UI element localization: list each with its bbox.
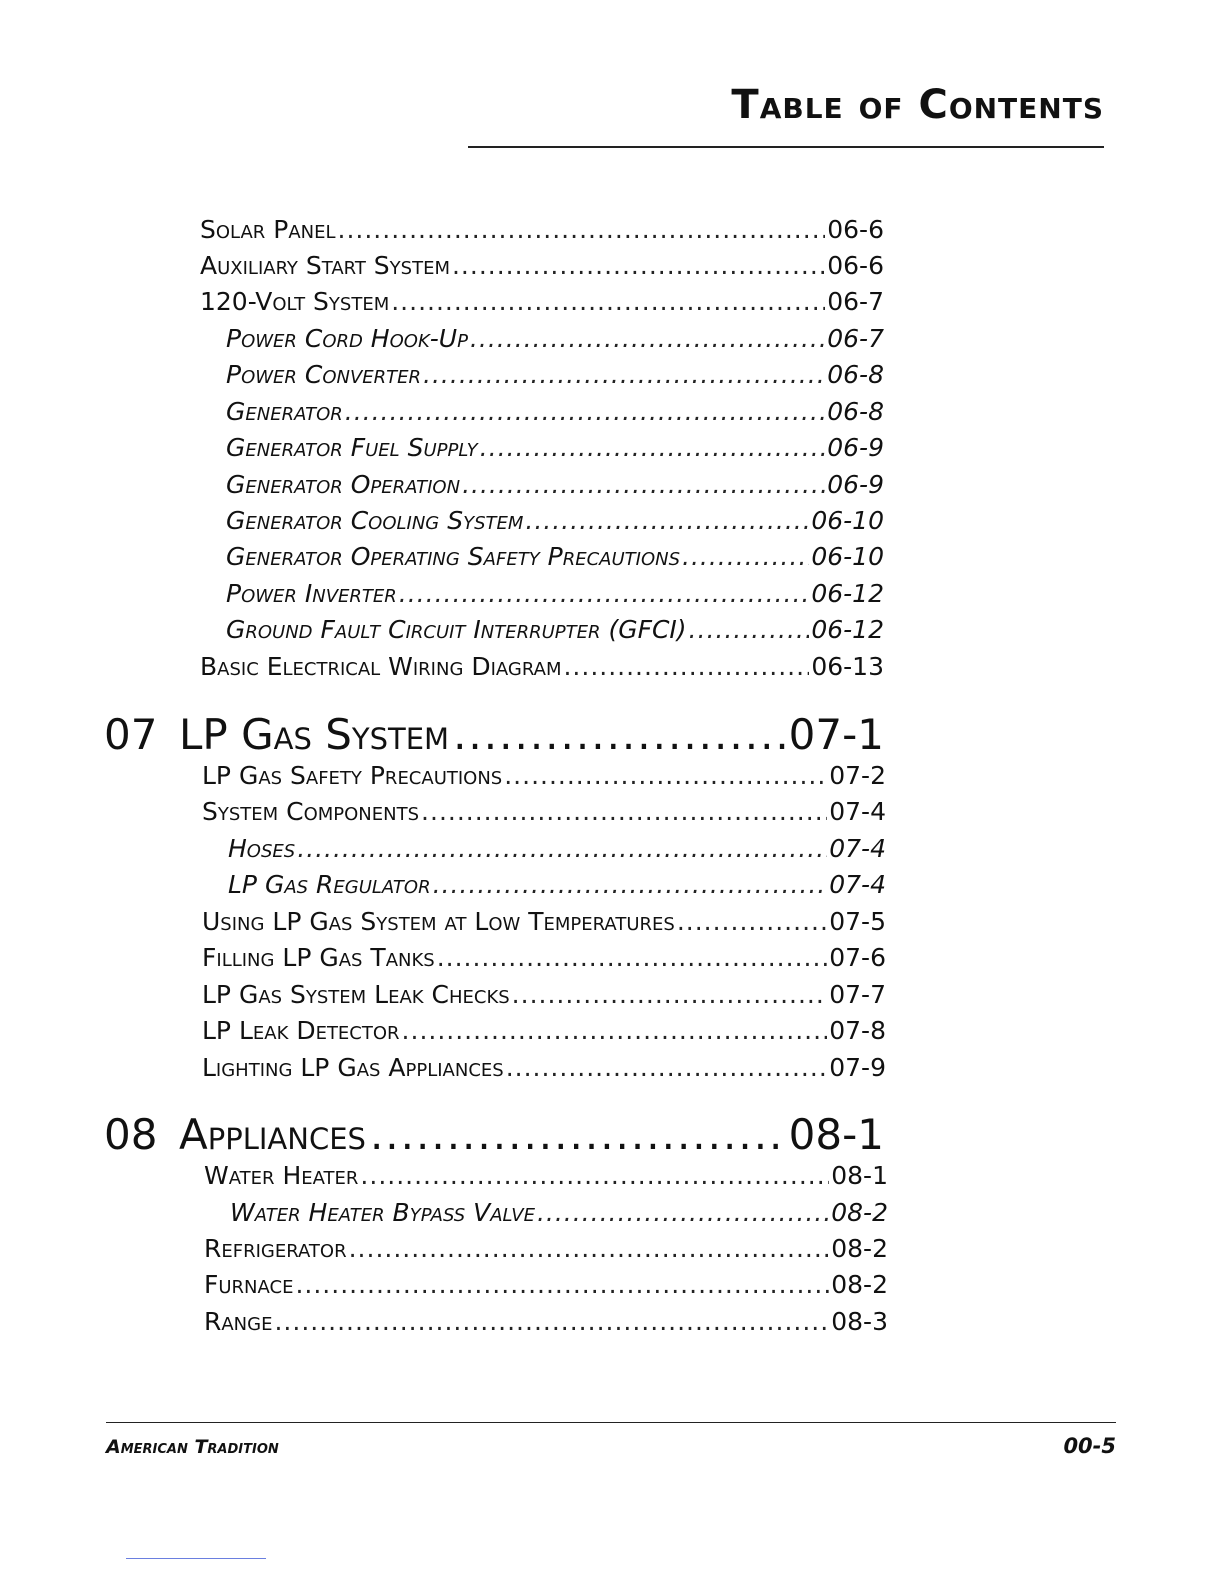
toc-entry-generator-operation[interactable]	[226, 469, 884, 501]
toc-entry-page: 07-7	[829, 980, 886, 1009]
toc-entry-page: 08-3	[831, 1307, 888, 1336]
toc-entry-label: Using LP Gas System at Low Temperatures	[202, 907, 675, 936]
toc-entry-label: Range	[204, 1307, 273, 1336]
toc-entry-solar-panel[interactable]	[200, 214, 884, 246]
toc-entry-label: LP Gas Regulator	[228, 870, 431, 899]
toc-entry-label: Auxiliary Start System	[200, 251, 450, 280]
toc-entry-label: LP Gas System Leak Checks	[202, 980, 510, 1009]
toc-entry-low-temperatures[interactable]	[202, 906, 886, 938]
toc-entry-power-converter[interactable]	[226, 359, 884, 391]
toc-entry-page: 06-8	[827, 360, 884, 389]
toc-entry-120-volt-system[interactable]	[200, 286, 884, 318]
chapter-page: 08-1	[788, 1110, 884, 1159]
toc-entry-label: LP Gas Safety Precautions	[202, 761, 503, 790]
toc-entry-lp-leak-detector[interactable]	[202, 1015, 886, 1047]
dot-leader	[391, 286, 825, 318]
toc-entry-label: Generator Operation	[226, 470, 461, 499]
toc-entry-page: 08-2	[831, 1234, 888, 1263]
dot-leader	[453, 708, 785, 762]
chapter-08-heading[interactable]	[104, 1108, 884, 1162]
toc-entry-power-cord-hook-up[interactable]	[226, 323, 884, 355]
dot-leader	[402, 1015, 828, 1047]
toc-entry-page: 08-1	[831, 1161, 888, 1190]
toc-entry-label: Basic Electrical Wiring Diagram	[200, 652, 562, 681]
toc-entry-page: 06-6	[827, 251, 884, 280]
dot-leader	[433, 869, 828, 901]
dot-leader	[512, 979, 828, 1011]
dot-leader	[525, 505, 809, 537]
dot-leader	[677, 906, 827, 938]
dot-leader	[338, 214, 826, 246]
dot-leader	[504, 760, 827, 792]
toc-entry-page: 06-10	[811, 542, 884, 571]
footer-divider	[106, 1422, 1116, 1423]
toc-entry-label: 120-Volt System	[200, 287, 390, 316]
toc-entry-page: 06-9	[827, 470, 884, 499]
toc-entry-page: 07-9	[829, 1053, 886, 1082]
dot-leader	[470, 323, 825, 355]
toc-entry-page: 06-6	[827, 215, 884, 244]
toc-entry-page: 06-12	[811, 579, 884, 608]
toc-entry-label: Generator Cooling System	[226, 506, 524, 535]
toc-entry-filling-lp-gas-tanks[interactable]	[202, 942, 886, 974]
toc-entry-generator[interactable]	[226, 396, 884, 428]
toc-entry-lp-gas-safety-precautions[interactable]	[202, 760, 886, 792]
toc-entry-page: 08-2	[831, 1198, 888, 1227]
toc-entry-label: Lighting LP Gas Appliances	[202, 1053, 504, 1082]
dot-leader	[295, 1269, 829, 1301]
toc-entry-page: 06-7	[827, 287, 884, 316]
toc-entry-basic-electrical-wiring-diagram[interactable]	[200, 651, 884, 683]
toc-entry-label: Refrigerator	[204, 1234, 347, 1263]
toc-entry-page: 07-5	[829, 907, 886, 936]
toc-entry-power-inverter[interactable]	[226, 578, 884, 610]
toc-entry-page: 07-4	[829, 870, 886, 899]
toc-entry-refrigerator[interactable]	[204, 1233, 888, 1265]
dot-leader	[421, 796, 827, 828]
toc-entry-label: Furnace	[204, 1270, 294, 1299]
toc-entry-generator-operating-safety-precautions[interactable]	[226, 541, 884, 573]
toc-entry-gfci[interactable]	[226, 614, 884, 646]
toc-entry-label: Generator Fuel Supply	[226, 433, 478, 462]
toc-entry-label: Water Heater Bypass Valve	[230, 1198, 535, 1227]
dot-leader	[462, 469, 825, 501]
toc-entry-label: System Components	[202, 797, 420, 826]
toc-entry-leak-checks[interactable]	[202, 979, 886, 1011]
toc-entry-page: 07-8	[829, 1016, 886, 1045]
toc-entry-label: Ground Fault Circuit Interrupter (GFCI)	[226, 615, 687, 644]
dot-leader	[423, 359, 825, 391]
toc-entry-page: 07-4	[829, 797, 886, 826]
toc-entry-water-heater[interactable]	[204, 1160, 888, 1192]
toc-entry-system-components[interactable]	[202, 796, 886, 828]
toc-entry-hoses[interactable]	[228, 833, 886, 865]
scan-artifact-line	[126, 1558, 266, 1559]
dot-leader	[689, 614, 810, 646]
dot-leader	[297, 833, 827, 865]
toc-entry-page: 07-4	[829, 834, 886, 863]
dot-leader	[537, 1197, 829, 1229]
toc-entry-page: 06-13	[811, 652, 884, 681]
toc-entry-label: Hoses	[228, 834, 296, 863]
dot-leader	[360, 1160, 829, 1192]
title-divider	[468, 146, 1104, 148]
chapter-number: 07	[104, 710, 158, 759]
toc-entry-label: LP Leak Detector	[202, 1016, 400, 1045]
toc-entry-label: Power Converter	[226, 360, 422, 389]
toc-entry-lp-gas-regulator[interactable]	[228, 869, 886, 901]
chapter-07-heading[interactable]	[104, 708, 884, 762]
toc-entry-label: Solar Panel	[200, 215, 336, 244]
toc-entry-page: 08-2	[831, 1270, 888, 1299]
chapter-page: 07-1	[788, 710, 884, 759]
toc-entry-range[interactable]	[204, 1306, 888, 1338]
chapter-title: Appliances	[179, 1110, 366, 1159]
toc-entry-label: Power Cord Hook-Up	[226, 324, 468, 353]
dot-leader	[480, 432, 826, 464]
toc-entry-page: 06-10	[811, 506, 884, 535]
toc-entry-page: 07-6	[829, 943, 886, 972]
dot-leader	[349, 1233, 830, 1265]
toc-entry-page: 06-8	[827, 397, 884, 426]
dot-leader	[345, 396, 825, 428]
toc-entry-label: Generator Operating Safety Precautions	[226, 542, 681, 571]
toc-entry-page: 06-12	[811, 615, 884, 644]
toc-entry-label: Water Heater	[204, 1161, 359, 1190]
footer-page-number: 00-5	[1063, 1434, 1116, 1458]
dot-leader	[399, 578, 810, 610]
dot-leader	[682, 541, 809, 573]
toc-entry-page: 06-9	[827, 433, 884, 462]
toc-entry-auxiliary-start-system[interactable]	[200, 250, 884, 282]
dot-leader	[274, 1306, 829, 1338]
chapter-number: 08	[104, 1110, 158, 1159]
dot-leader	[370, 1108, 785, 1162]
toc-entry-label: Power Inverter	[226, 579, 397, 608]
toc-entry-label: Filling LP Gas Tanks	[202, 943, 435, 972]
toc-entry-lighting-lp-gas-appliances[interactable]	[202, 1052, 886, 1084]
toc-entry-page: 07-2	[829, 761, 886, 790]
footer-manual-title: American Tradition	[106, 1436, 279, 1458]
dot-leader	[452, 250, 825, 282]
chapter-title: LP Gas System	[179, 710, 450, 759]
toc-entry-generator-cooling-system[interactable]	[226, 505, 884, 537]
dot-leader	[437, 942, 828, 974]
toc-entry-furnace[interactable]	[204, 1269, 888, 1301]
toc-entry-label: Generator	[226, 397, 343, 426]
page-title: Table of Contents	[731, 82, 1104, 128]
toc-entry-generator-fuel-supply[interactable]	[226, 432, 884, 464]
dot-leader	[506, 1052, 828, 1084]
toc-entry-water-heater-bypass-valve[interactable]	[230, 1197, 888, 1229]
toc-entry-page: 06-7	[827, 324, 884, 353]
dot-leader	[563, 651, 809, 683]
